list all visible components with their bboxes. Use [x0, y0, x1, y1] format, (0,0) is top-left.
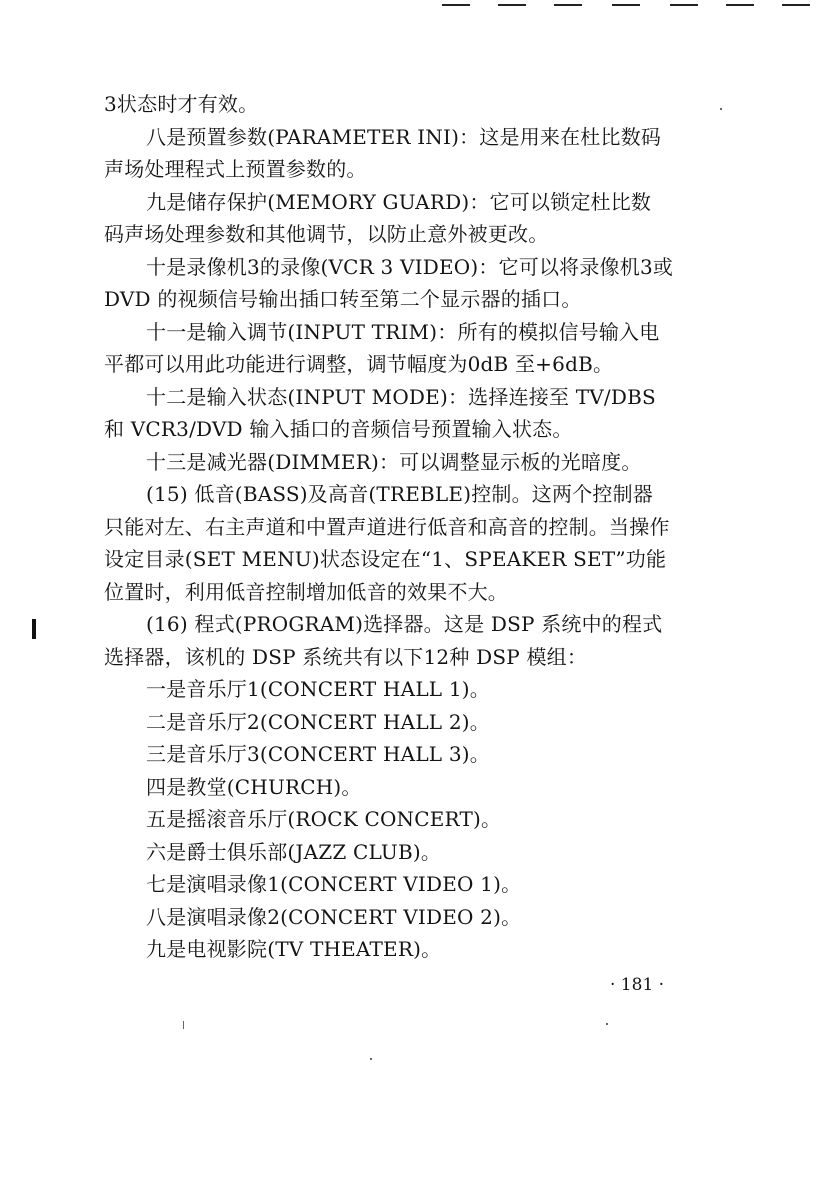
text-line: 四是教堂(CHURCH)。	[146, 774, 362, 799]
scan-speck	[183, 1021, 184, 1029]
text-line: 声场处理程式上预置参数的。	[104, 157, 367, 181]
text-line: 十三是减光器(DIMMER)：可以调整显示板的光暗度。	[146, 449, 642, 474]
text-line: 选择器，该机的 DSP 系统共有以下12种 DSP 模组：	[104, 644, 588, 669]
text-line: (15) 低音(BASS)及高音(TREBLE)控制。这两个控制器	[146, 482, 653, 506]
text-line: 五是摇滚音乐厅(ROCK CONCERT)。	[146, 807, 502, 831]
text-line: 3状态时才有效。	[104, 92, 259, 116]
text-line: 码声场处理参数和其他调节，以防止意外被更改。	[104, 222, 549, 246]
scan-speck	[370, 1058, 372, 1060]
text-line: 六是爵士俱乐部(JAZZ CLUB)。	[146, 839, 442, 864]
text-line: 七是演唱录像1(CONCERT VIDEO 1)。	[146, 872, 522, 896]
text-line: DVD 的视频信号输出插口转至第二个显示器的插口。	[104, 287, 582, 311]
text-line: (16) 程式(PROGRAM)选择器。这是 DSP 系统中的程式	[146, 612, 663, 636]
text-line: 八是预置参数(PARAMETER INI)：这是用来在杜比数码	[146, 124, 662, 149]
text-line: 十是录像机3的录像(VCR 3 VIDEO)：它可以将录像机3或	[146, 254, 674, 279]
text-line: 九是电视影院(TV THEATER)。	[146, 937, 442, 961]
body-text	[104, 88, 680, 966]
text-line: 三是音乐厅3(CONCERT HALL 3)。	[146, 742, 490, 766]
page-number: · 181 ·	[610, 975, 665, 995]
text-line: 二是音乐厅2(CONCERT HALL 2)。	[146, 709, 490, 734]
text-line: 九是储存保护(MEMORY GUARD)：它可以锁定杜比数	[146, 189, 652, 214]
text-line: 十一是输入调节(INPUT TRIM)：所有的模拟信号输入电	[146, 319, 660, 344]
scan-speck	[606, 1023, 608, 1025]
margin-mark	[32, 619, 36, 639]
text-line: 八是演唱录像2(CONCERT VIDEO 2)。	[146, 904, 522, 929]
text-line: 平都可以用此功能进行调整，调节幅度为0dB 至+6dB。	[104, 352, 614, 376]
text-line: 十二是输入状态(INPUT MODE)：选择连接至 TV/DBS	[146, 384, 656, 409]
text-line: 一是音乐厅1(CONCERT HALL 1)。	[146, 677, 490, 701]
scan-speck	[720, 108, 722, 110]
text-line: 设定目录(SET MENU)状态设定在“1、SPEAKER SET”功能	[104, 547, 667, 571]
text-line: 只能对左、右主声道和中置声道进行低音和高音的控制。当操作	[104, 514, 670, 539]
text-line: 和 VCR3/DVD 输入插口的音频信号预置输入状态。	[104, 417, 573, 441]
text-line: 位置时，利用低音控制增加低音的效果不大。	[104, 579, 508, 604]
